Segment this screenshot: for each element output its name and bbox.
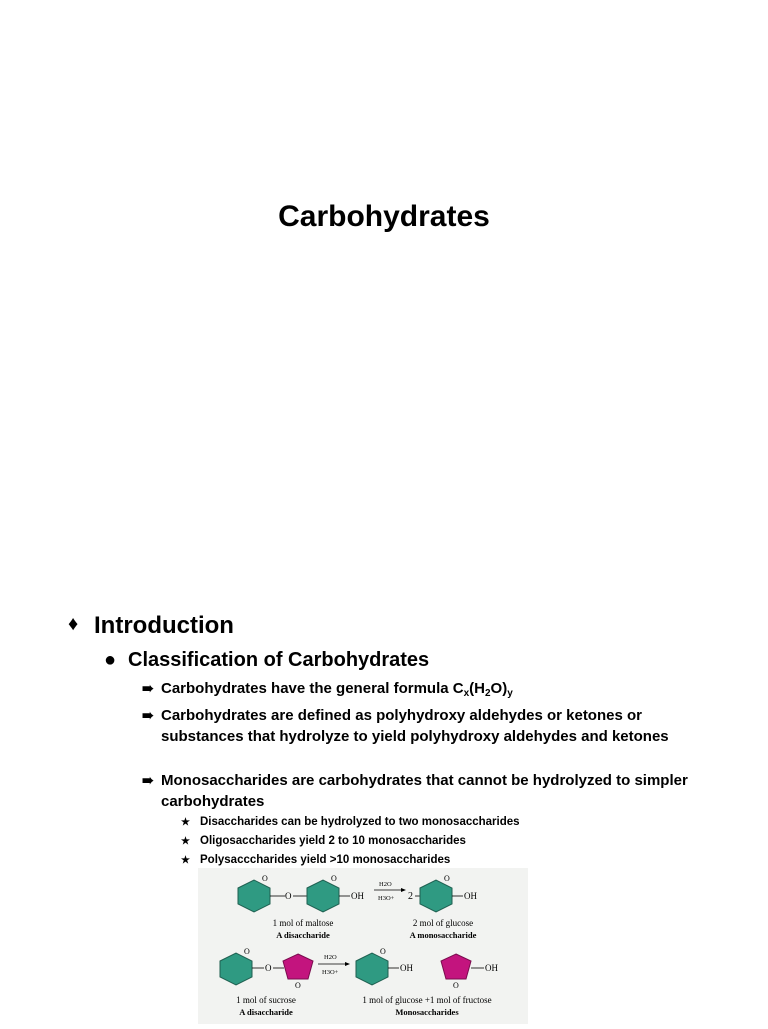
subpoint-text: Disaccharides can be hydrolyzed to two monosaccharides [200,816,520,828]
ring-o-label: O [444,874,450,883]
formula-two: 2 [484,688,491,699]
maltose-label: 1 mol of maltose [272,918,334,928]
formula-point [142,678,702,704]
point-text: Carbohydrates are defined as polyhydroxy aldehydes or ketones or substances that hydrolyze to yield polyhydroxy aldehydes and ketones [161,707,669,745]
arrow-top-label: H2O [379,881,392,888]
glucose-label: 2 mol of glucose [412,918,474,928]
subheading-text: Classification of Carbohydrates [128,649,430,671]
outline-heading [68,612,234,640]
oh-label: OH [351,891,364,901]
monosaccharides-caption: Monosaccharides [395,1007,459,1017]
formula-text: Carbohydrates have the general formula C [161,680,464,697]
glucose-ring-1 [238,880,270,912]
diamond-bullet-icon: ♦ [68,613,79,635]
oh-label: OH [464,891,477,901]
subpoint-text: Oligosaccharides yield 2 to 10 monosaccharides [200,835,466,847]
hydrolysis-diagram [198,868,528,1024]
ring-o-label: O [244,947,250,956]
arrow-bottom-label: H3O+ [322,969,339,976]
subpoint-oligosaccharides [181,834,466,849]
outline-subheading [104,649,429,672]
subpoint-polysaccharides [181,853,450,868]
arrow-head-icon [401,888,406,892]
formula-x: x [463,688,470,699]
slide-title: Carbohydrates [278,200,490,233]
maltose-caption: A disaccharide [276,930,330,940]
coefficient-label: 2 [408,891,413,902]
arrow-bullet-icon: ➠ [142,680,154,696]
point-monosaccharides [142,770,702,812]
star-bullet-icon: ★ [181,836,190,847]
products-label: 1 mol of glucose +1 mol of fructose [362,995,492,1005]
arrow-bullet-icon: ➠ [142,707,154,723]
fructose-ring-sucrose [283,954,313,979]
sucrose-label: 1 mol of sucrose [236,995,296,1005]
glucose-ring-product [356,953,388,985]
glucose-ring-sucrose [220,953,252,985]
formula-y: y [507,688,513,699]
glucose-ring-product [420,880,452,912]
ring-o-label: O [295,981,301,990]
ring-o-label: O [331,874,337,883]
arrow-top-label: H2O [324,954,337,961]
arrow-bullet-icon: ➠ [142,772,154,788]
ring-o-label: O [380,947,386,956]
bridge-o-label: O [285,891,292,901]
bridge-o-label: O [265,963,272,973]
subpoint-disaccharides [181,815,520,830]
ring-o-label: O [453,981,459,990]
monosaccharide-caption: A monosaccharide [409,930,477,940]
hydrolysis-figure [198,868,528,1024]
fructose-ring-product [441,954,471,979]
arrow-head-icon [345,962,350,966]
heading-text: Introduction [94,612,234,639]
star-bullet-icon: ★ [181,855,190,866]
arrow-bottom-label: H3O+ [378,895,395,902]
point-definition [142,705,702,747]
oh-label: OH [400,963,413,973]
formula-open: (H [469,680,485,697]
subpoint-text: Polysacccharides yield >10 monosaccharides [200,854,451,866]
oh-label: OH [485,963,498,973]
sucrose-caption: A disaccharide [239,1007,293,1017]
dot-bullet-icon: ● [104,649,117,671]
star-bullet-icon: ★ [181,817,190,828]
glucose-ring-2 [307,880,339,912]
formula-close: O) [490,680,508,697]
point-text: Monosaccharides are carbohydrates that cannot be hydrolyzed to simpler carbohydrates [161,772,688,810]
ring-o-label: O [262,874,268,883]
